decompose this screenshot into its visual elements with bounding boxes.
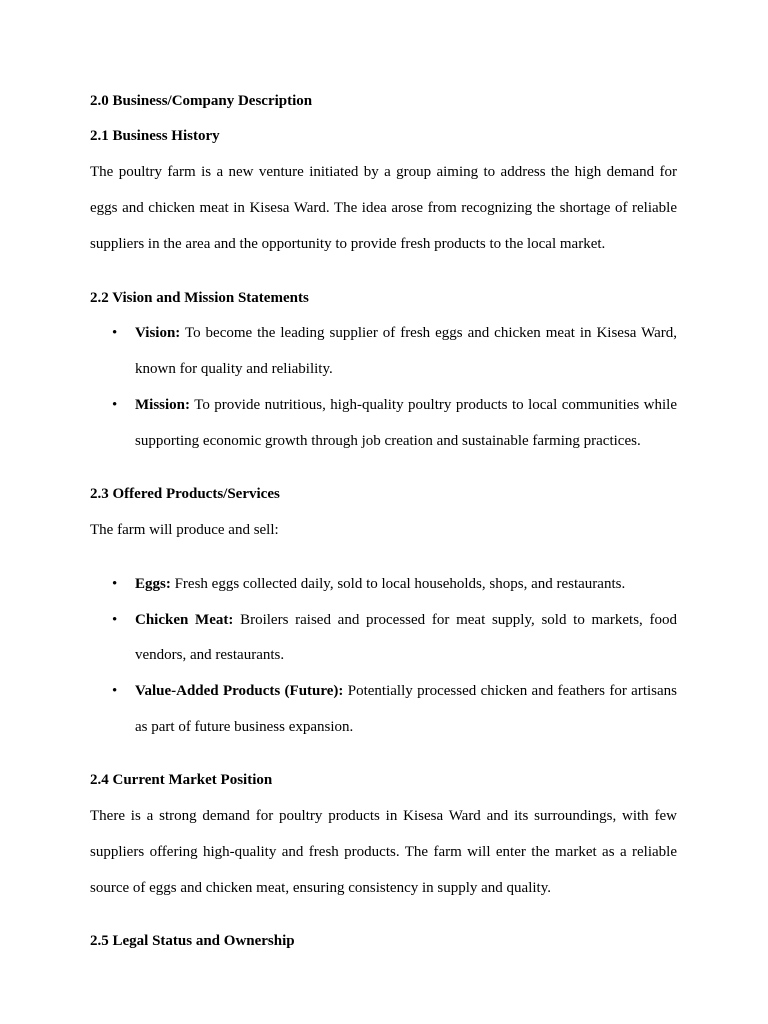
value-added-text-continued: as part of future business expansion. (135, 719, 354, 735)
heading-2-2: 2.2 Vision and Mission Statements (90, 290, 309, 306)
bullet-icon: • (112, 576, 118, 592)
list-item-vision (135, 325, 677, 342)
paragraph-line: There is a strong demand for poultry products in Kisesa Ward and its surroundings, with few (90, 808, 677, 824)
chicken-meat-text-continued: vendors, and restaurants. (135, 647, 285, 663)
bullet-icon: • (112, 397, 118, 413)
bullet-icon: • (112, 612, 118, 628)
vision-text-continued: known for quality and reliability. (135, 361, 333, 377)
paragraph-line: The farm will produce and sell: (90, 522, 279, 538)
list-item-value-added (135, 683, 677, 700)
mission-label: Mission: (135, 397, 191, 413)
heading-2-1: 2.1 Business History (90, 128, 220, 144)
list-item-mission (135, 397, 677, 414)
heading-2-5: 2.5 Legal Status and Ownership (90, 933, 295, 949)
mission-text: To provide nutritious, high-quality poultry products to local communities while (190, 397, 677, 413)
list-item-eggs (135, 576, 625, 593)
list-item-chicken-meat (135, 612, 677, 629)
chicken-meat-label: Chicken Meat: (135, 612, 234, 628)
heading-2-3: 2.3 Offered Products/Services (90, 486, 280, 502)
paragraph-line: The poultry farm is a new venture initiated by a group aiming to address the high demand for (90, 164, 677, 180)
mission-text-continued: supporting economic growth through job creation and sustainable farming practices. (135, 433, 641, 449)
value-added-text: Potentially processed chicken and feathers for artisans (343, 683, 678, 699)
heading-2-0: 2.0 Business/Company Description (90, 93, 313, 109)
eggs-text: Fresh eggs collected daily, sold to local households, shops, and restaurants. (170, 576, 626, 592)
chicken-meat-text: Broilers raised and processed for meat supply, sold to markets, food (233, 612, 678, 628)
vision-text: To become the leading supplier of fresh eggs and chicken meat in Kisesa Ward, (180, 325, 677, 341)
vision-label: Vision: (135, 325, 181, 341)
paragraph-line: eggs and chicken meat in Kisesa Ward. The idea arose from recognizing the shortage of reliable (90, 200, 677, 216)
paragraph-line: source of eggs and chicken meat, ensuring consistency in supply and quality. (90, 880, 551, 896)
bullet-icon: • (112, 683, 118, 699)
eggs-label: Eggs: (135, 576, 171, 592)
bullet-icon: • (112, 325, 118, 341)
value-added-label: Value-Added Products (Future): (135, 683, 344, 699)
paragraph-line: suppliers in the area and the opportunity to provide fresh products to the local market. (90, 236, 606, 252)
heading-2-4: 2.4 Current Market Position (90, 772, 273, 788)
paragraph-line: suppliers offering high-quality and fresh products. The farm will enter the market as a reliable (90, 844, 677, 860)
